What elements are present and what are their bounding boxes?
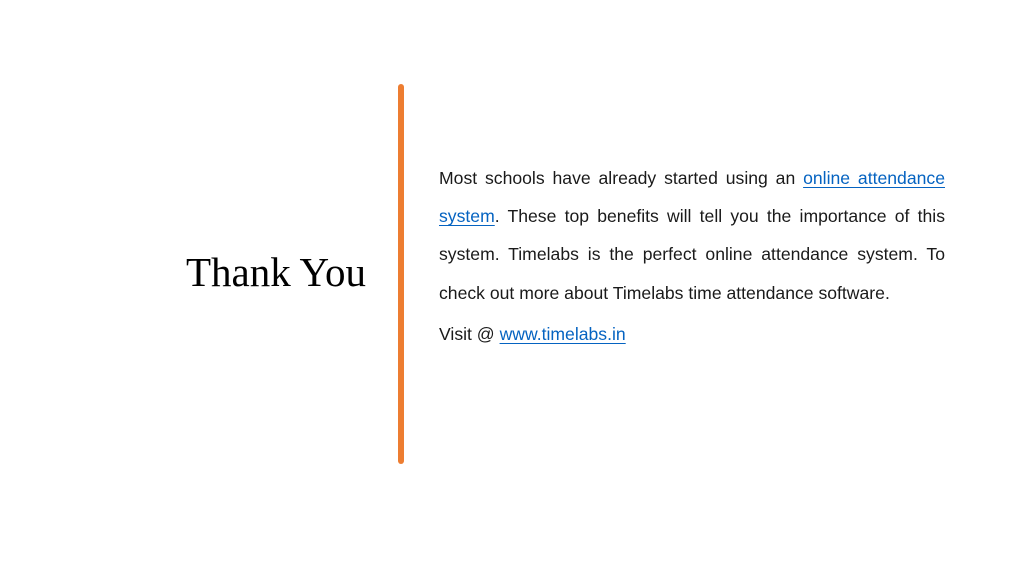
paragraph-text-before-link: Most schools have already started using an — [439, 168, 804, 188]
visit-line — [439, 319, 945, 349]
timelabs-website-link[interactable]: www.timelabs.in — [499, 323, 626, 344]
slide-body — [439, 159, 945, 349]
online-attendance-system-link[interactable]: online attendance system — [439, 168, 945, 227]
body-paragraph — [439, 159, 945, 312]
slide-title: Thank You — [186, 249, 366, 295]
visit-label: Visit @ — [439, 323, 500, 344]
vertical-divider — [398, 84, 404, 464]
paragraph-text-after-link: . These top benefits will tell you the importance of this system. Timelabs is the perfect online attendance system. To check out more about Timelabs time attendance software. — [439, 206, 945, 303]
